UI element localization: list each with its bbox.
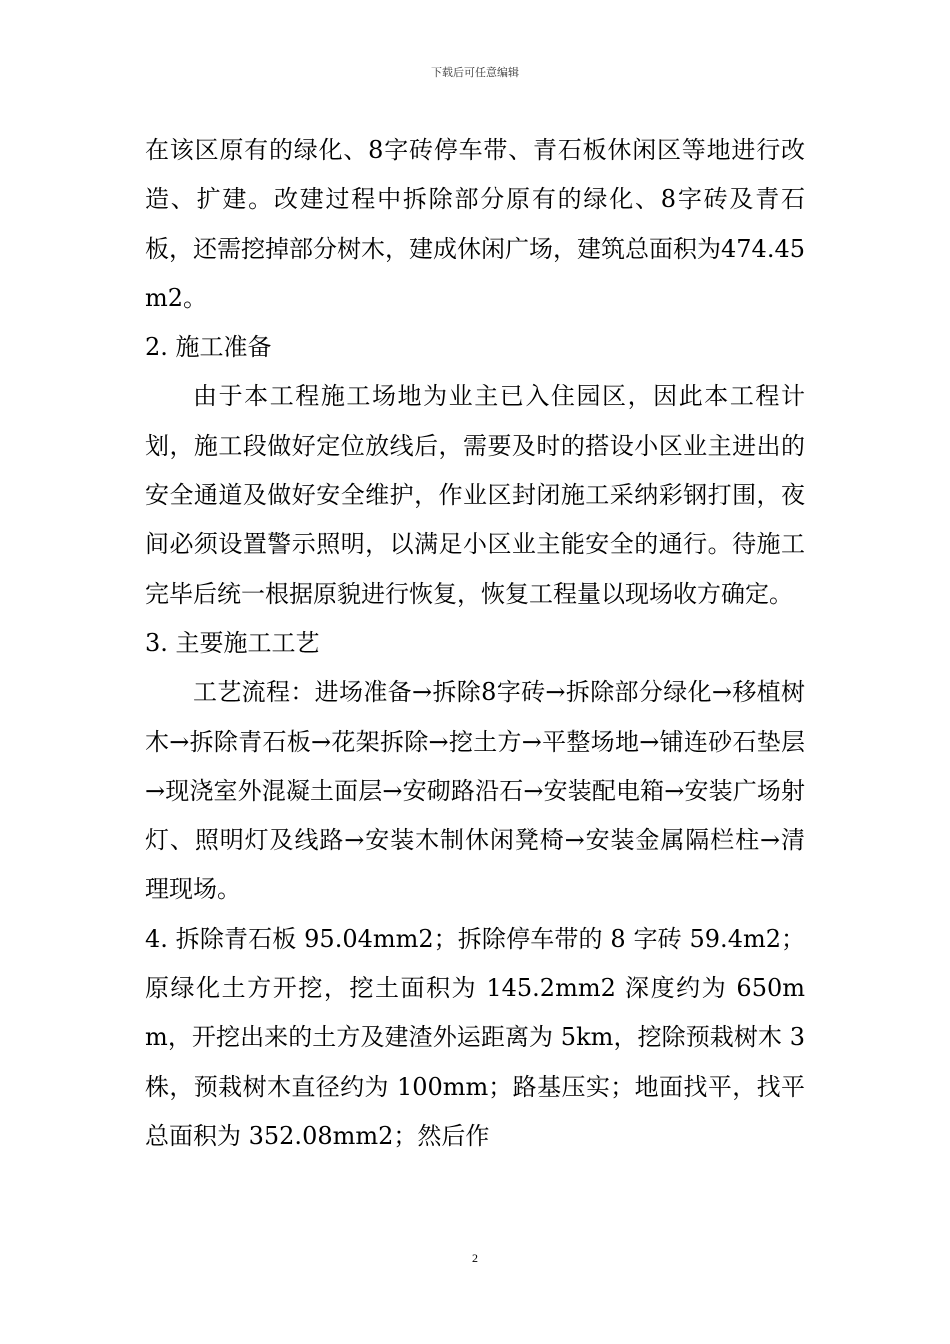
document-body	[145, 126, 805, 1161]
section-heading-main-process: 3. 主要施工工艺	[145, 628, 320, 657]
page-number: 2	[472, 1251, 478, 1265]
header-note: 下载后可任意编辑	[431, 66, 519, 79]
paragraph-quantities: 4. 拆除青石板 95.04mm2；拆除停车带的 8 字砖 59.4m2；原绿化土方开挖，挖土面积为 145.2mm2 深度约为 650mm，开挖出来的土方及建渣外运距离为 5km，挖除预栽树木 3 株，预栽树木直径约为 100mm；路基压实；地面找平，找平总面积为 352.08mm2；然后作	[145, 924, 805, 1150]
paragraph-process-flow: 工艺流程：进场准备→拆除8字砖→拆除部分绿化→移植树木→拆除青石板→花架拆除→挖土方→平整场地→铺连砂石垫层→现浇室外混凝土面层→安砌路沿石→安装配电箱→安装广场射灯、照明灯及线路→安装木制休闲凳椅→安装金属隔栏柱→清理现场。	[145, 678, 805, 904]
paragraph-renovation-scope: 在该区原有的绿化、8字砖停车带、青石板休闲区等地进行改造、扩建。改建过程中拆除部分原有的绿化、8字砖及青石板，还需挖掉部分树木，建成休闲广场，建筑总面积为474.45m2。	[145, 136, 805, 312]
section-heading-construction-prep: 2. 施工准备	[145, 333, 272, 362]
paragraph-construction-prep: 由于本工程施工场地为业主已入住园区，因此本工程计划，施工段做好定位放线后，需要及时的搭设小区业主进出的安全通道及做好安全维护，作业区封闭施工采纳彩钢打围，夜间必须设置警示照明，以满足小区业主能安全的通行。待施工完毕后统一根据原貌进行恢复，恢复工程量以现场收方确定。	[145, 382, 805, 608]
